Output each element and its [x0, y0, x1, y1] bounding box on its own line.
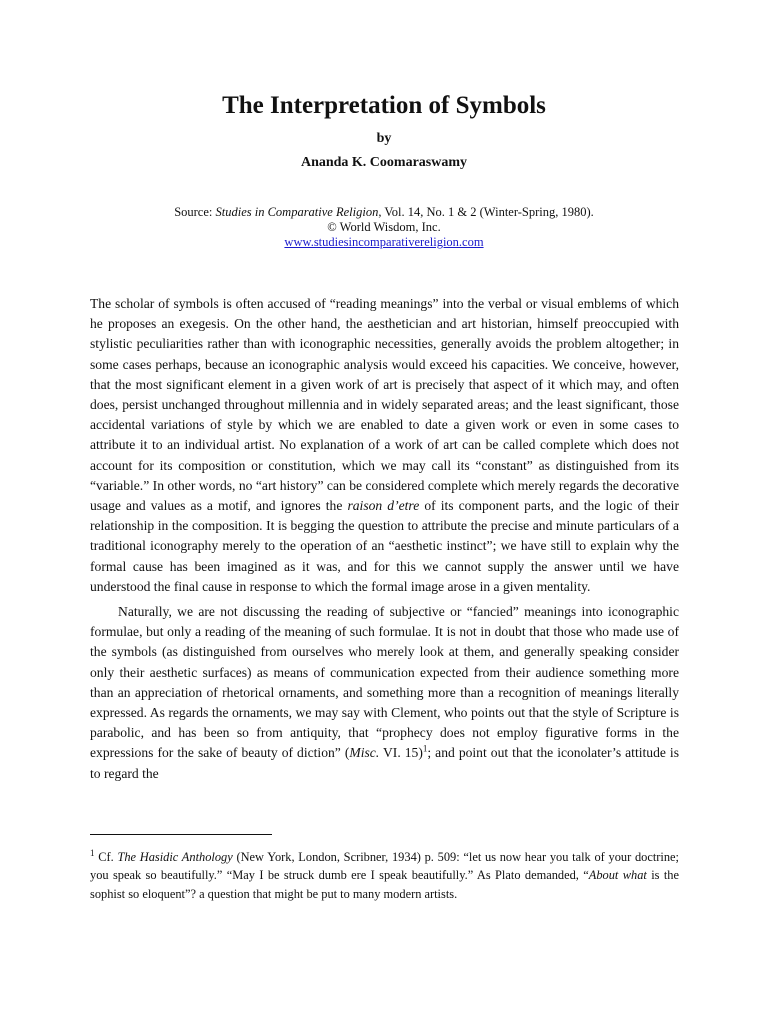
footnote-italic-phrase: About what [588, 868, 647, 883]
paragraph-1: The scholar of symbols is often accused of “reading meanings” into the verbal or visual emblems of which he proposes an exegesis. On the other hand, the aesthetician and art historian, himself preoccupied with stylistic peculiarities rather than with iconographic necessities, generally avoids the problem altogether; in some cases perhaps, because an iconographic analysis would exceed his capacities. We conceive, however, that the most significant element in a given work of art is precisely that aspect of it which may, and often does, persist unchanged throughout millennia and in widely separated areas; and the least significant, those accidental variations of style by which we are enabled to date a given work or even in some cases to attribute it to an individual artist. No explanation of a work of art can be called complete which does not account for its composition or constitution, which we may call its “constant” as distinguished from its “variable.” In other words, no “art history” can be considered complete which merely regards the decorative usage and values as a motif, and ignores the raison d’etre of its component parts, and the logic of their relationship in the composition. It is begging the question to attribute the precise and minute particulars of a traditional iconography merely to the operation of an “aesthetic instinct”; we have still to explain why the formal cause has been imagined as it was, and for this we cannot supply the answer until we have understood the final cause in response to which the formal image arose in a given mentality. [90, 296, 679, 594]
footnote [90, 848, 679, 903]
source-prefix: Source: [174, 205, 216, 219]
copyright-line: © World Wisdom, Inc. [327, 220, 441, 234]
document-title: The Interpretation of Symbols [222, 92, 546, 119]
journal-title: Studies in Comparative Religion [215, 205, 379, 219]
byline: by [376, 131, 392, 146]
footnote-number: 1 [90, 847, 95, 858]
footnote-divider [90, 834, 272, 835]
paragraph-2: Naturally, we are not discussing the reading of subjective or “fancied” meanings into iconographic formulae, but only a reading of the meaning of such formulae. It is not in doubt that those who made use of the symbols (as distinguished from ourselves who merely look at them, and generally speaking consider only their aesthetic surfaces) as means of communication expected from their audience something more than an appreciation of rhetorical ornaments, and something more than a recognition of meanings literally expressed. As regards the ornaments, we may say with Clement, who points out that the style of Scripture is parabolic, and has been so from antiquity, that “prophecy does not employ figurative forms in the expressions for the sake of beauty of diction” (Misc. VI. 15)$^1$; and point out that the iconolater’s attitude is to regard the [90, 604, 679, 781]
body-text [90, 294, 679, 784]
footnote-reference[interactable]: 1 [422, 743, 428, 754]
footnote-book-title: The Hasidic Anthology [117, 850, 233, 864]
source-link[interactable]: www.studiesincomparativereligion.com [284, 235, 484, 249]
author-name: Ananda K. Coomaraswamy [300, 155, 468, 170]
source-block [0, 205, 768, 250]
italic-citation: Misc. [349, 745, 380, 761]
footnote-1: $^1$ Cf. The Hasidic Anthology (New York, London, Scribner, 1934) p. 509: “let us now hear you talk of your doctrine; you speak so beautifully.” “May I be struck dumb ere I speak beautifully.” As Plato demanded, “About what is the sophist so eloquent”? a question that might be put to many modern artists. [90, 847, 680, 901]
source-details: , Vol. 14, No. 1 & 2 (Winter-Spring, 1980). [378, 205, 594, 219]
italic-phrase: raison d’etre [347, 498, 420, 514]
source-citation [0, 205, 768, 220]
